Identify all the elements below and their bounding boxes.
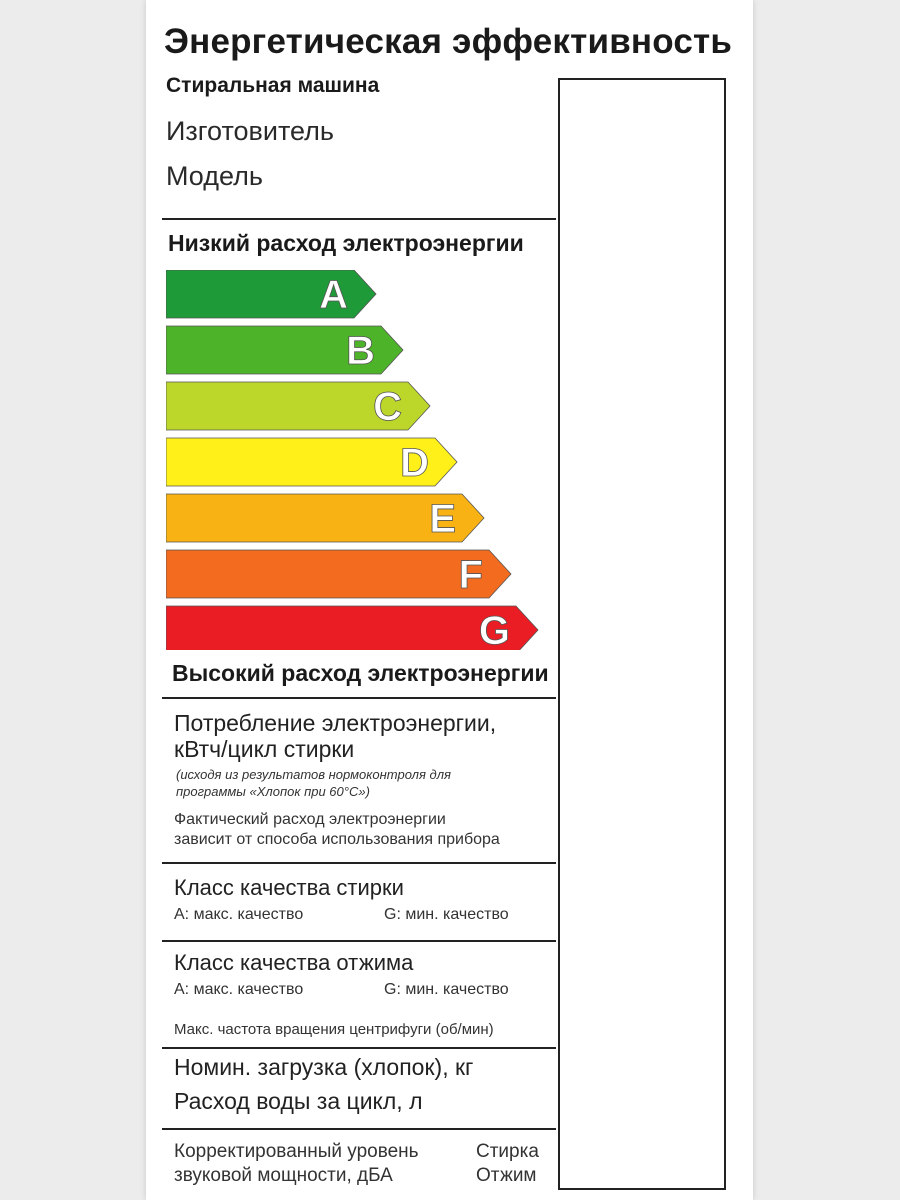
max-spin-speed: Макс. частота вращения центрифуги (об/мин) [174, 1021, 494, 1038]
consumption-heading [174, 710, 496, 762]
rating-letter: G [478, 609, 510, 650]
consumption-line-2: кВтч/цикл стирки [174, 736, 355, 762]
label-title: Энергетическая эффективность [164, 22, 733, 61]
rating-letter: F [458, 553, 483, 597]
low-consumption-label: Низкий расход электроэнергии [168, 230, 524, 256]
rating-g [166, 606, 538, 650]
actual-consumption-note [174, 810, 500, 850]
rating-a [166, 270, 376, 318]
consumption-note [176, 766, 451, 800]
high-consumption-label: Высокий расход электроэнергии [172, 660, 549, 686]
rating-f [166, 550, 511, 598]
divider [162, 218, 556, 220]
value-column-box [558, 78, 726, 1190]
rating-letter: A [319, 273, 348, 317]
manufacturer-label: Изготовитель [166, 116, 334, 146]
consumption-note-line-1: (исходя из результатов нормоконтроля для [176, 767, 451, 782]
wash-best: A: макс. качество [174, 906, 304, 923]
rating-b [166, 326, 403, 374]
water-consumption: Расход воды за цикл, л [174, 1088, 423, 1114]
actual-line-2: зависит от способа использования прибора [174, 831, 500, 848]
spin-class-heading: Класс качества отжима [174, 950, 414, 975]
rating-letter: D [400, 441, 429, 485]
model-label: Модель [166, 161, 263, 191]
noise-wash: Стирка [476, 1141, 539, 1162]
efficiency-scale [166, 270, 546, 650]
actual-line-1: Фактический расход электроэнергии [174, 811, 446, 828]
consumption-note-line-2: программы «Хлопок при 60°С») [176, 784, 370, 799]
divider [162, 862, 556, 864]
wash-class-heading: Класс качества стирки [174, 875, 404, 900]
divider [162, 940, 556, 942]
divider [162, 1128, 556, 1130]
rating-letter: E [429, 497, 456, 541]
rating-c [166, 382, 430, 430]
divider [162, 697, 556, 699]
noise-spin: Отжим [476, 1165, 537, 1186]
divider [162, 1047, 556, 1049]
rated-capacity: Номин. загрузка (хлопок), кг [174, 1054, 474, 1080]
noise-line-2: звуковой мощности, дБА [174, 1165, 393, 1186]
energy-label [146, 0, 753, 1200]
appliance-type: Стиральная машина [166, 74, 380, 97]
rating-e [166, 494, 484, 542]
wash-worst: G: мин. качество [384, 906, 509, 923]
consumption-line-1: Потребление электроэнергии, [174, 710, 497, 736]
noise-line-1: Корректированный уровень [174, 1141, 419, 1162]
noise-modes [476, 1140, 539, 1188]
noise-heading [174, 1140, 419, 1188]
rating-letter: B [346, 329, 375, 373]
spin-worst: G: мин. качество [384, 981, 509, 998]
rating-letter: C [373, 385, 402, 429]
rating-d [166, 438, 457, 486]
spin-best: A: макс. качество [174, 981, 304, 998]
